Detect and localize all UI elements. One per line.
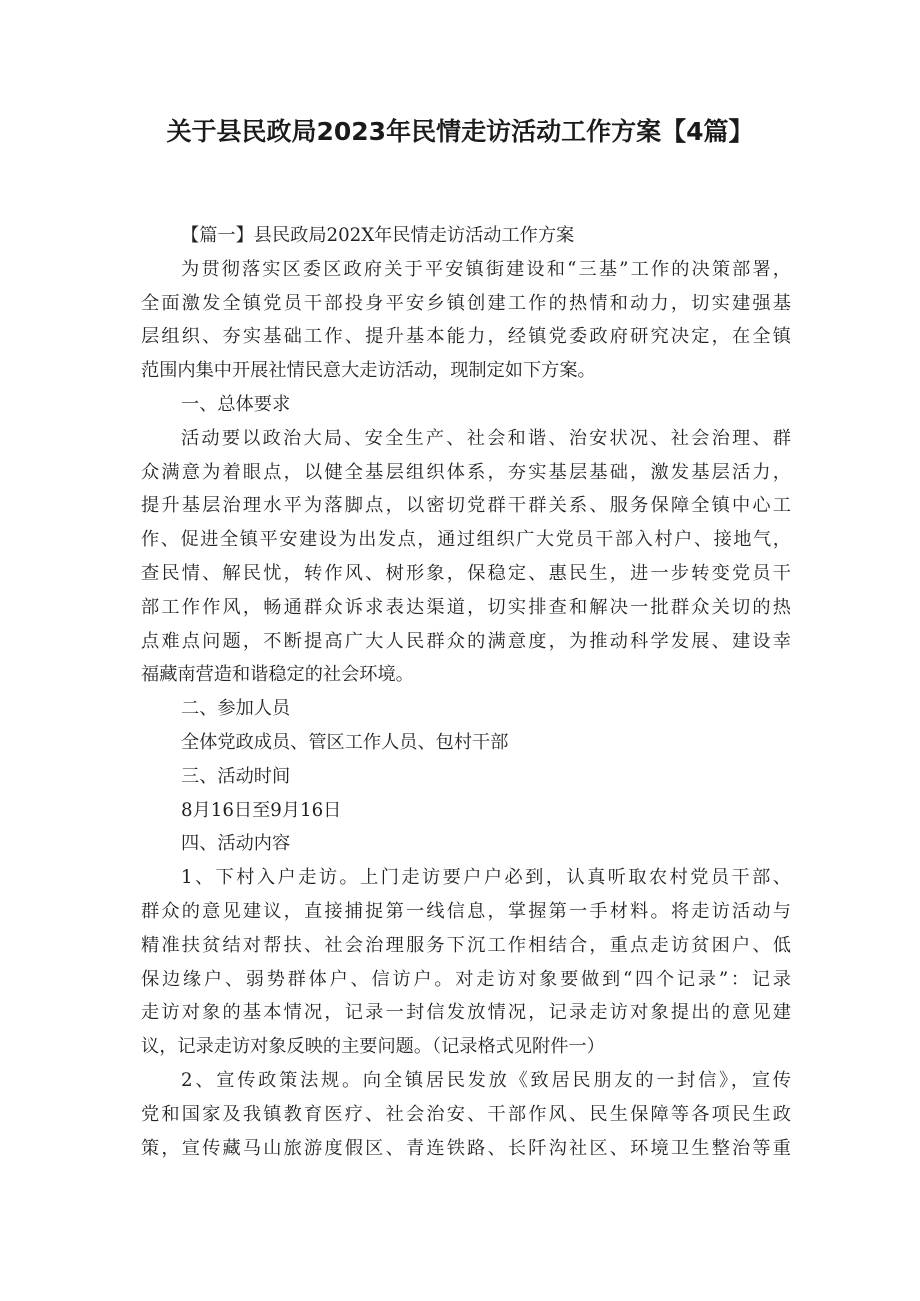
text-line: 策，宣传藏马山旅游度假区、青连铁路、长阡沟社区、环境卫生整治等重 bbox=[141, 1137, 791, 1159]
text-line: 党和国家及我镇教育医疗、社会治安、干部作风、民生保障等各项民生政 bbox=[141, 1103, 791, 1125]
text-line: 活动要以政治大局、安全生产、社会和谐、治安状况、社会治理、群 bbox=[181, 427, 791, 449]
text-line: 三、活动时间 bbox=[181, 765, 291, 787]
text-line: 众满意为着眼点，以健全基层组织体系，夯实基层基础，激发基层活力， bbox=[141, 461, 791, 483]
text-line: 1、下村入户走访。上门走访要户户必到，认真听取农村党员干部、 bbox=[181, 867, 791, 889]
text-line: 查民情、解民忧，转作风、树形象，保稳定、惠民生，进一步转变党员干 bbox=[141, 562, 791, 584]
text-line: 【篇一】县民政局202X年民情走访活动工作方案 bbox=[181, 225, 575, 246]
text-line: 一、总体要求 bbox=[181, 393, 291, 415]
text-line: 群众的意见建议，直接捕捉第一线信息，掌握第一手材料。将走访活动与 bbox=[141, 900, 791, 922]
text-line: 点难点问题，不断提高广大人民群众的满意度，为推动科学发展、建设幸 bbox=[141, 630, 791, 652]
text-line: 提升基层治理水平为落脚点，以密切党群干群关系、服务保障全镇中心工 bbox=[141, 495, 791, 517]
document-body bbox=[141, 219, 791, 1165]
text-line: 精准扶贫结对帮扶、社会治理服务下沉工作相结合，重点走访贫困户、低 bbox=[141, 934, 791, 956]
text-line: 为贯彻落实区委区政府关于平安镇街建设和“三基”工作的决策部署， bbox=[181, 258, 791, 280]
text-line: 四、活动内容 bbox=[181, 833, 291, 855]
text-line: 保边缘户、弱势群体户、信访户。对走访对象要做到“四个记录”：记录 bbox=[141, 968, 791, 990]
text-line: 部工作作风，畅通群众诉求表达渠道，切实排查和解决一批群众关切的热 bbox=[141, 596, 791, 618]
text-line: 走访对象的基本情况，记录一封信发放情况，记录走访对象提出的意见建 bbox=[141, 1002, 791, 1024]
text-line: 层组织、夯实基础工作、提升基本能力，经镇党委政府研究决定，在全镇 bbox=[141, 326, 791, 348]
text-line: 范围内集中开展社情民意大走访活动，现制定如下方案。 bbox=[141, 360, 596, 382]
text-line: 二、参加人员 bbox=[181, 698, 291, 720]
text-line: 全体党政成员、管区工作人员、包村干部 bbox=[181, 731, 509, 753]
text-line: 8月16日至9月16日 bbox=[181, 799, 342, 821]
text-line: 福藏南营造和谐稳定的社会环境。 bbox=[141, 664, 414, 686]
text-line: 议，记录走访对象反映的主要问题。（记录格式见附件一） bbox=[141, 1036, 605, 1058]
text-line: 作、促进全镇平安建设为出发点，通过组织广大党员干部入村户、接地气， bbox=[141, 529, 791, 551]
text-line: 全面激发全镇党员干部投身平安乡镇创建工作的热情和动力，切实建强基 bbox=[141, 292, 791, 314]
text-line: 2、宣传政策法规。向全镇居民发放《致居民朋友的一封信》，宣传 bbox=[181, 1069, 791, 1091]
document-title: 关于县民政局2023年民情走访活动工作方案【4篇】 bbox=[166, 117, 754, 146]
